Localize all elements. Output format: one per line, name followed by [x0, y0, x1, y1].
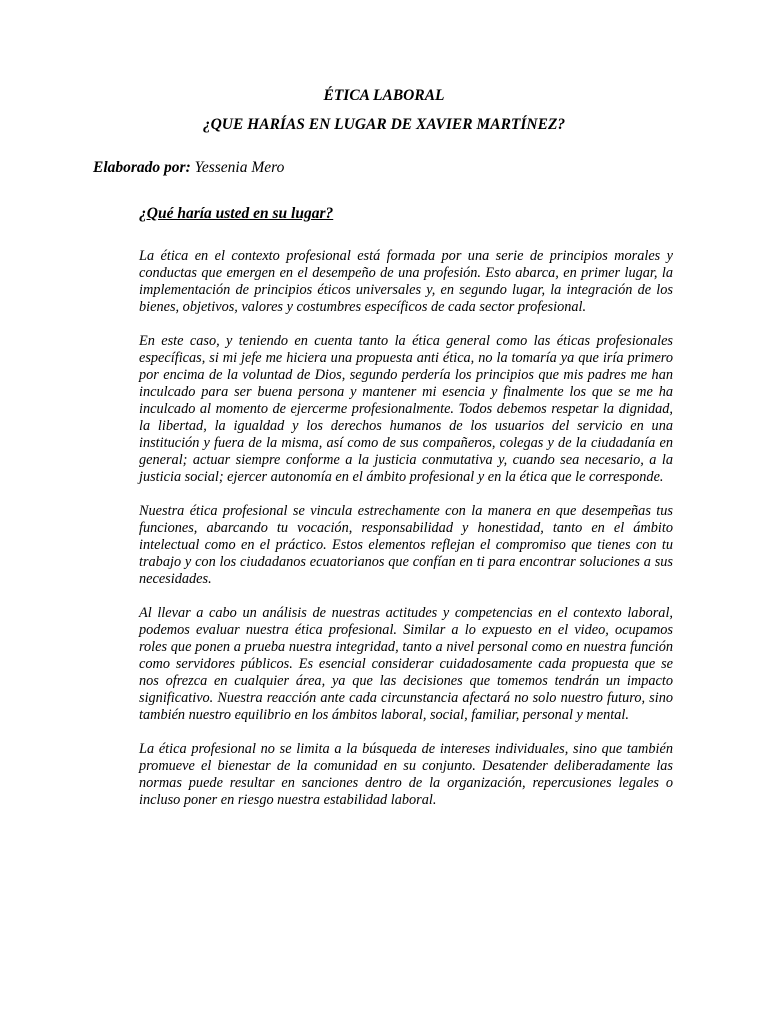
paragraph: Nuestra ética profesional se vincula estrechamente con la manera en que desempeñas tus funciones, abarcando tu vocación, responsabilidad y honestidad, tanto en el ámbito intelectual como en el práctico. Estos elementos reflejan el compromiso que tienes con tu trabajo y con los ciudadanos ecuatorianos que confían en ti para encontrar soluciones a sus necesidades. [139, 503, 673, 587]
paragraph: En este caso, y teniendo en cuenta tanto la ética general como las éticas profesionales específicas, si mi jefe me hiciera una propuesta anti ética, no la tomaría ya que iría primero por encima de la voluntad de Dios, segundo perdería los principios que mis padres me han inculcado para ser buena persona y mantener mi esencia y finalmente los que se me ha inculcado al momento de ejercerme profesionalmente. Todos debemos respetar la dignidad, la libertad, la igualdad y los derechos humanos de los usuarios del servicio en una institución y fuera de la misma, así como de sus compañeros, colegas y de la ciudadanía en general; actuar siempre conforme a la justicia conmutativa y, cuando sea necesario, a la justicia social; ejercer autonomía en el ámbito profesional y en la ética que le corresponde. [139, 333, 673, 485]
document-title: ÉTICA LABORAL [323, 87, 445, 104]
author-label: Elaborado por: [93, 159, 191, 176]
document-subtitle: ¿QUE HARÍAS EN LUGAR DE XAVIER MARTÍNEZ? [202, 116, 566, 133]
section-question: ¿Qué haría usted en su lugar? [139, 205, 334, 222]
author-line [93, 159, 284, 177]
paragraph: La ética en el contexto profesional está formada por una serie de principios morales y conductas que emergen en el desempeño de una profesión. Esto abarca, en primer lugar, la implementación de principios éticos universales y, en segundo lugar, la integración de los bienes, objetivos, valores y costumbres específicos de cada sector profesional. [139, 248, 673, 315]
author-name: Yessenia Mero [194, 159, 285, 176]
document-body [139, 248, 673, 826]
paragraph: La ética profesional no se limita a la búsqueda de intereses individuales, sino que también promueve el bienestar de la comunidad en su conjunto. Desatender deliberadamente las normas puede resultar en sanciones dentro de la organización, repercusiones legales o incluso poner en riesgo nuestra estabilidad laboral. [139, 741, 673, 808]
paragraph: Al llevar a cabo un análisis de nuestras actitudes y competencias en el contexto laboral, podemos evaluar nuestra ética profesional. Similar a lo expuesto en el video, ocupamos roles que ponen a prueba nuestra integridad, tanto a nivel personal como en nuestra función como servidores públicos. Es esencial considerar cuidadosamente cada propuesta que se nos ofrezca en cualquier área, ya que las decisiones que tomemos tendrán un impacto significativo. Nuestra reacción ante cada circunstancia afectará no solo nuestro futuro, sino también nuestro equilibrio en los ámbitos laboral, social, familiar, personal y mental. [139, 605, 673, 723]
